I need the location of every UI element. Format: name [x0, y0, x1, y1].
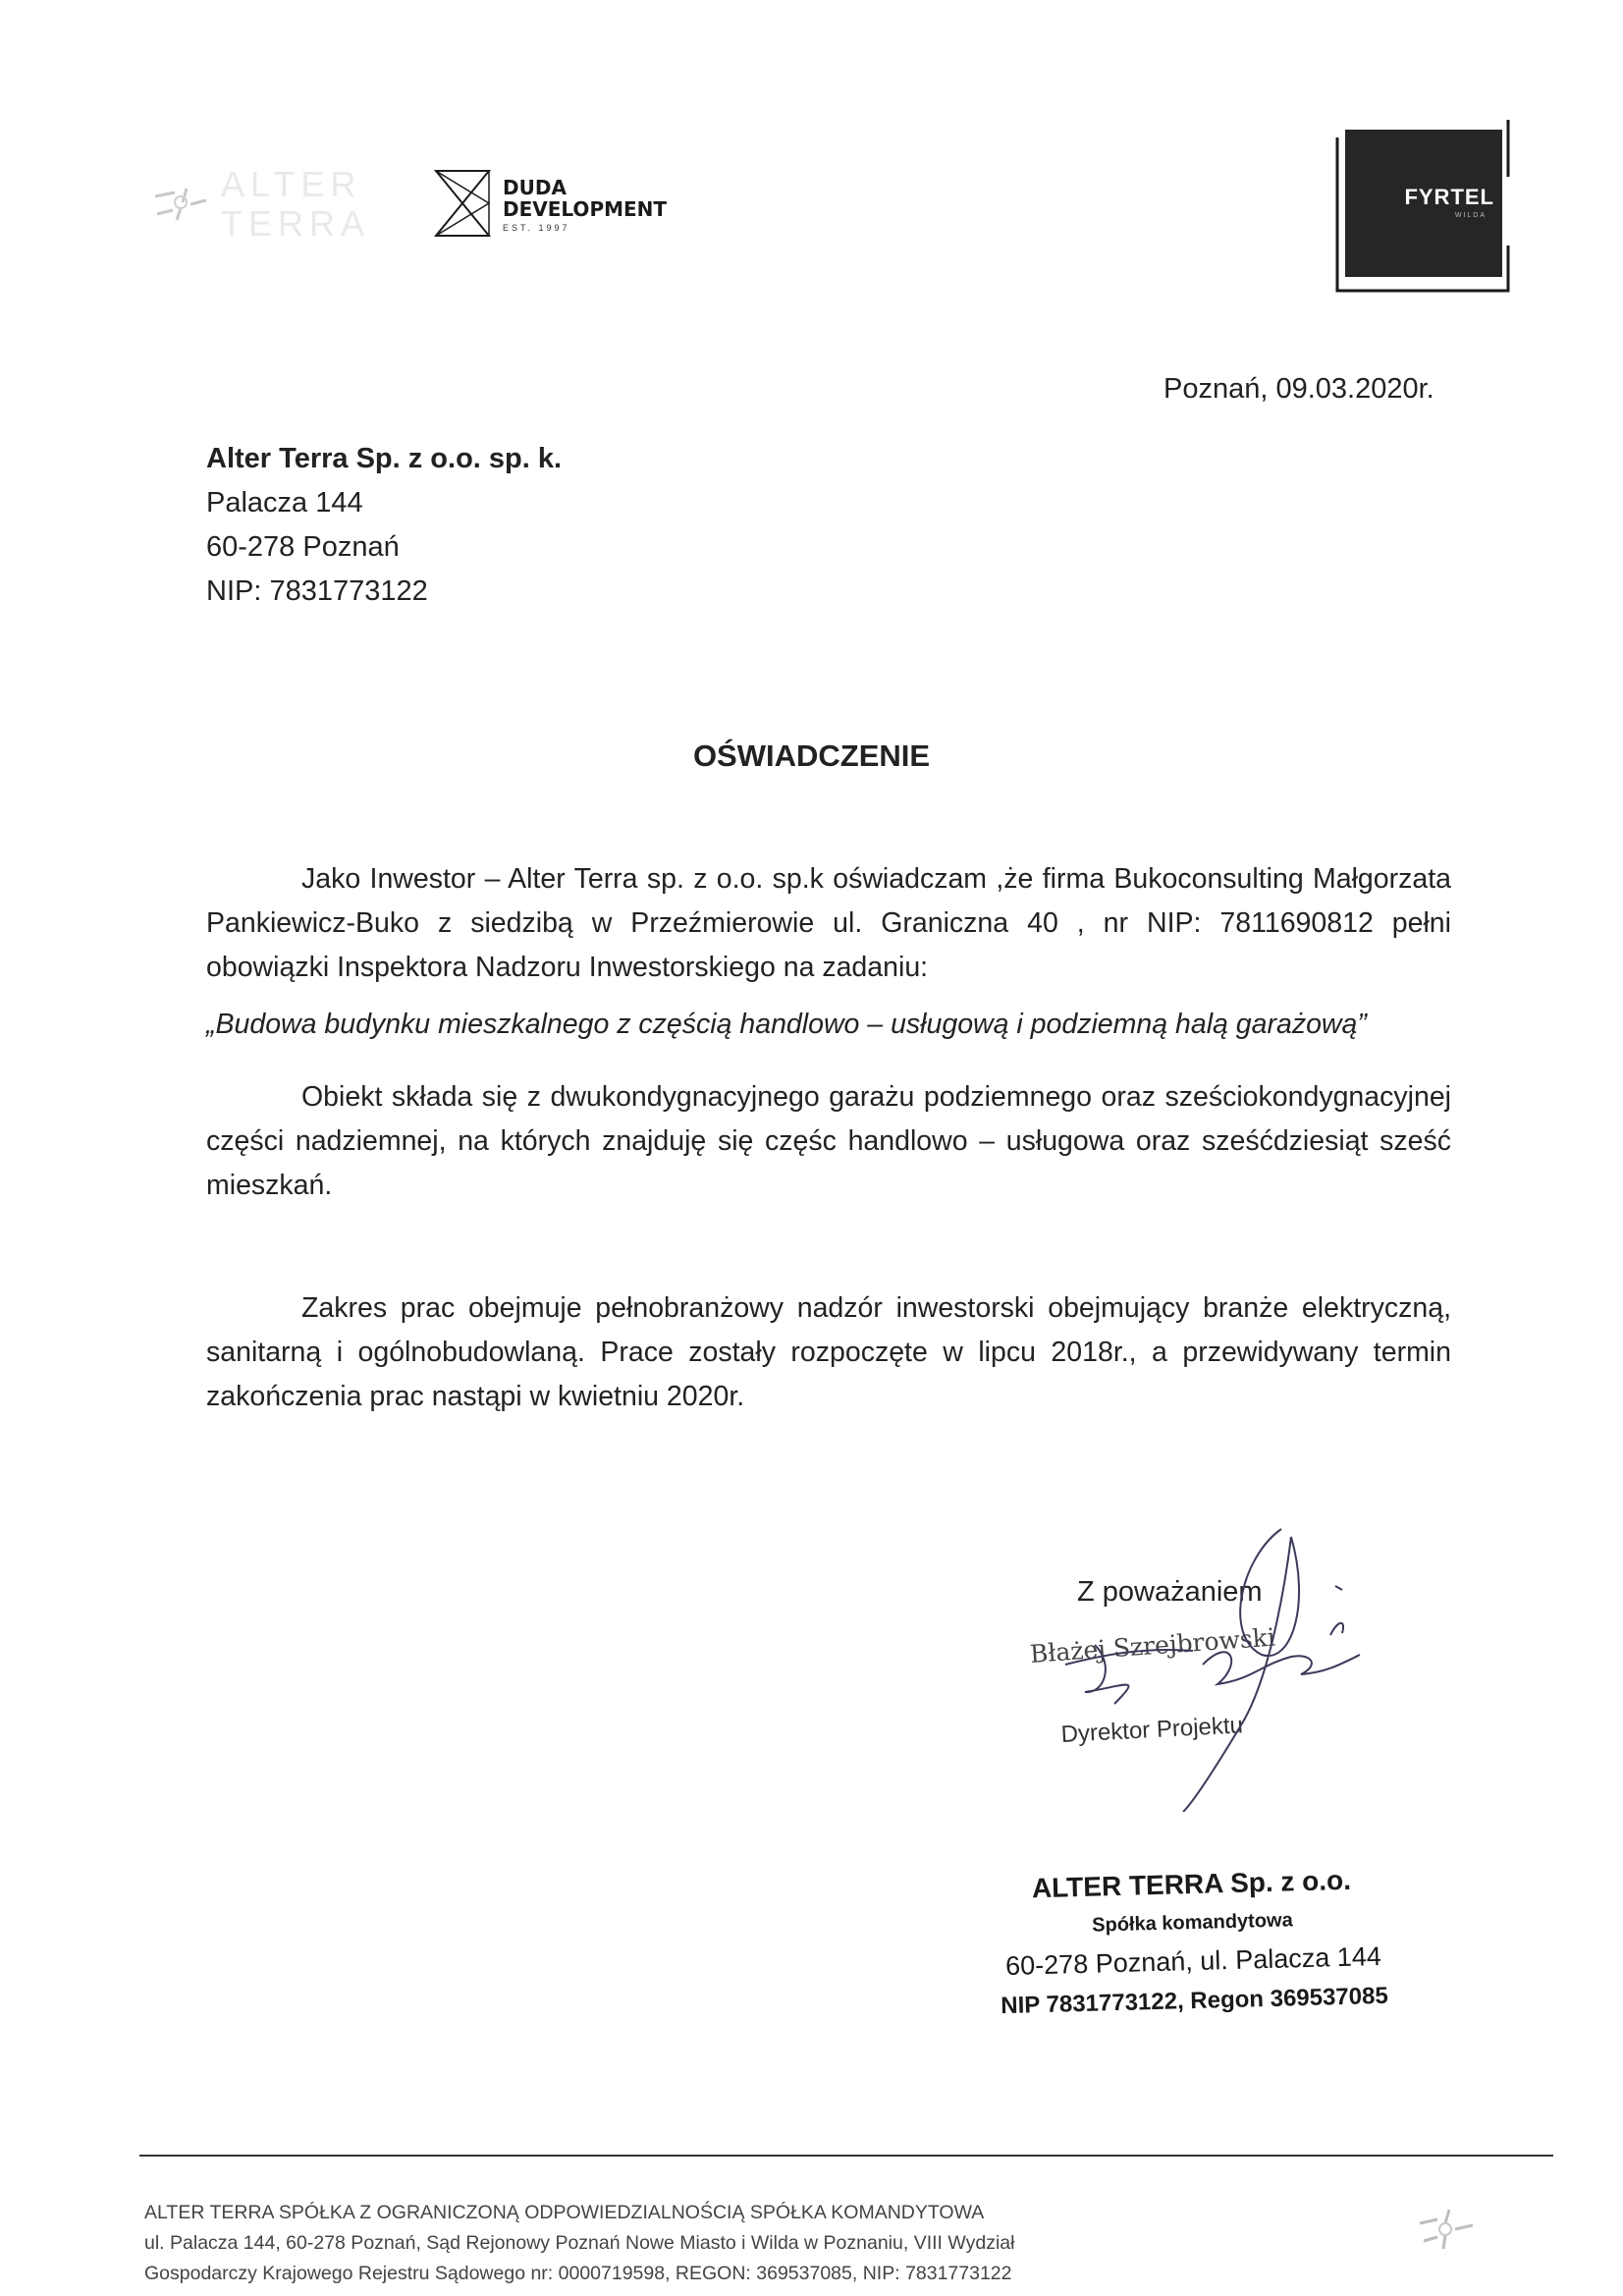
stamp-line-1: ALTER TERRA Sp. z o.o.: [1031, 1864, 1352, 1904]
handwritten-signature-icon: [997, 1517, 1370, 1812]
company-stamp: [975, 1858, 1411, 2026]
document-title: OŚWIADCZENIE: [692, 738, 931, 773]
recipient-company: Alter Terra Sp. z o.o. sp. k.: [206, 443, 563, 474]
alter-terra-logo: [147, 164, 373, 246]
paragraph-2: [206, 1075, 1451, 1208]
signatory-role: Dyrektor Projektu: [1060, 1712, 1244, 1748]
duda-hexagon-icon: [432, 169, 493, 238]
paragraph-2-text: Obiekt składa się z dwukondygnacyjnego garażu podziemnego oraz sześciokondygnacyjnej części nadziemnej, na których znajduję się częśc handlowo – usługowa oraz sześćdziesiąt sześć mieszkań.: [206, 1081, 1451, 1201]
paragraph-1: [206, 857, 1451, 990]
alter-terra-logo-line2: TERRA: [221, 203, 371, 244]
fyrtel-logo: [1335, 118, 1522, 293]
project-quote: „Budowa budynku mieszkalnego z częścią handlowo – usługową i podziemną halą garażową”: [206, 1009, 1367, 1040]
recipient-street: Palacza 144: [206, 487, 363, 519]
paragraph-1-text: Jako Inwestor – Alter Terra sp. z o.o. sp.k oświadczam ,że firma Bukoconsulting Małgorzata Pankiewicz-Buko z siedzibą w Przeźmierowie ul. Graniczna 40 , nr NIP: 7811690812 pełni obowiązki Inspektora Nadzoru Inwestorskiego na zadaniu:: [206, 863, 1451, 983]
stamp-line-2: Spółka komandytowa: [1091, 1909, 1293, 1937]
recipient-nip: NIP: 7831773122: [206, 575, 428, 607]
alter-terra-mark-icon: [147, 175, 216, 234]
footer-divider: [139, 2155, 1553, 2157]
recipient-address: [206, 437, 562, 614]
letter-date: Poznań, 09.03.2020r.: [1163, 373, 1434, 405]
footer-line-2: ul. Palacza 144, 60-278 Poznań, Sąd Rejonowy Poznań Nowe Miasto i Wilda w Poznaniu, VIII Wydział: [144, 2232, 1015, 2254]
paragraph-3-text: Zakres prac obejmuje pełnobranżowy nadzór inwestorski obejmujący branże elektryczną, sanitarną i ogólnobudowlaną. Prace zostały rozpoczęte w lipcu 2018r., a przewidywany termin zakończenia prac nastąpi w kwietniu 2020r.: [206, 1292, 1451, 1412]
footer-company-info: [144, 2198, 1014, 2289]
footer-alter-terra-icon: [1414, 2200, 1483, 2259]
recipient-city: 60-278 Poznań: [206, 531, 400, 563]
stamp-line-4: NIP 7831773122, Regon 369537085: [1001, 1982, 1389, 2020]
duda-logo-line1: DUDA: [503, 176, 567, 199]
alter-terra-logo-line1: ALTER: [221, 164, 362, 204]
duda-logo-est: EST. 1997: [503, 223, 570, 233]
stamp-line-3: 60-278 Poznań, ul. Palacza 144: [1004, 1941, 1382, 1981]
duda-development-logo: [432, 169, 707, 247]
signatory-name: Błażej Szrejbrowski: [1029, 1622, 1276, 1668]
closing-phrase: Z poważaniem: [1077, 1576, 1263, 1608]
footer-line-1: ALTER TERRA SPÓŁKA Z OGRANICZONĄ ODPOWIEDZIALNOŚCIĄ SPÓŁKA KOMANDYTOWA: [144, 2202, 985, 2223]
fyrtel-logo-name: FYRTEL: [1404, 185, 1494, 209]
footer-line-3: Gospodarczy Krajowego Rejestru Sądowego nr: 0000719598, REGON: 369537085, NIP: 7831773122: [144, 2263, 1012, 2284]
fyrtel-logo-sub: WILDA: [1454, 212, 1487, 219]
paragraph-3: [206, 1286, 1451, 1419]
duda-logo-line2: DEVELOPMENT: [503, 197, 668, 221]
